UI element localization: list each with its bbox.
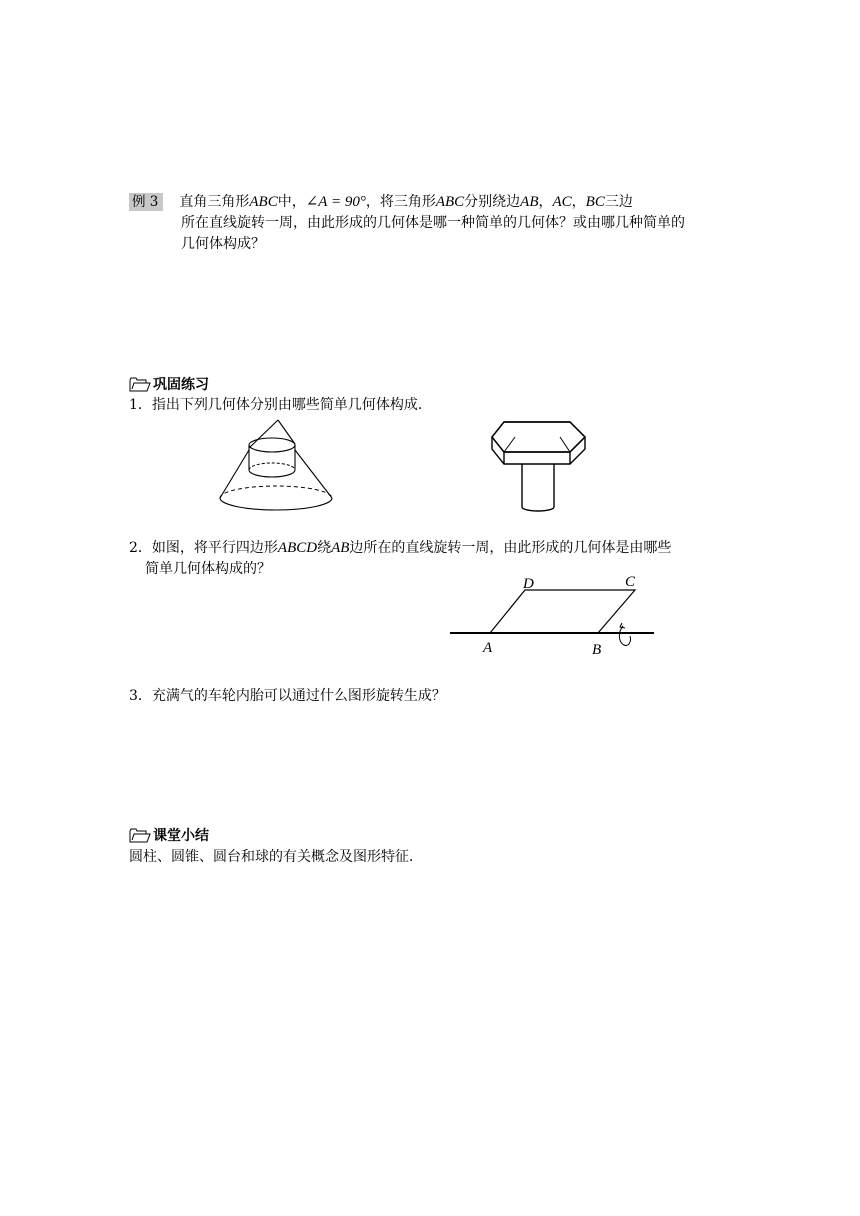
math-abc: ABC (249, 194, 278, 210)
folder-icon (129, 377, 151, 392)
math-abc: ABC (435, 194, 465, 210)
practice-title: 巩固练习 (153, 377, 209, 393)
figure-cone-cylinder (215, 416, 340, 516)
question-2-line-1 (129, 538, 739, 559)
text: 分别绕边 (464, 194, 521, 210)
question-1: 1．指出下列几何体分别由哪些简单几何体构成． (129, 397, 432, 413)
folder-icon (129, 828, 151, 843)
text: 中， (277, 194, 306, 210)
text: ， (571, 194, 586, 210)
text: ，将三角形 (365, 194, 436, 210)
example-3-line-2: 所在直线旋转一周，由此形成的几何体是哪一种简单的几何体？或由哪几种简单的 (181, 215, 685, 231)
example-tag: 例 3 (129, 193, 163, 211)
example-3-line-1 (129, 192, 739, 213)
label-a: A (483, 640, 493, 656)
question-2-line-2: 简单几何体构成的？ (145, 561, 271, 577)
summary-text: 圆柱、圆锥、圆台和球的有关概念及图形特征． (129, 849, 423, 865)
example-3-line-3: 几何体构成？ (181, 236, 265, 252)
math-ab: AB (331, 540, 350, 556)
practice-heading (129, 374, 209, 394)
text: 2．如图，将平行四边形 (129, 540, 278, 556)
text: 边所在的直线旋转一周，由此形成的几何体是由哪些 (349, 540, 672, 556)
math-bc: BC (585, 194, 605, 210)
summary-heading (129, 825, 209, 845)
question-3: 3．充满气的车轮内胎可以通过什么图形旋转生成？ (129, 688, 446, 704)
example-3 (129, 192, 739, 255)
figure-hex-prism-cylinder (488, 418, 593, 518)
text: 三边 (604, 194, 633, 210)
math-abcd: ABCD (277, 540, 318, 556)
math-ab: AB (520, 194, 539, 210)
math-angle: ∠A = 90° (305, 194, 366, 210)
label-c: C (625, 574, 636, 590)
text: 直角三角形 (179, 194, 250, 210)
text: 绕 (317, 540, 332, 556)
figure-parallelogram (440, 570, 665, 660)
label-b: B (592, 642, 602, 658)
summary-title: 课堂小结 (153, 828, 209, 844)
text: ， (538, 194, 553, 210)
label-d: D (523, 576, 534, 592)
math-ac: AC (552, 194, 572, 210)
